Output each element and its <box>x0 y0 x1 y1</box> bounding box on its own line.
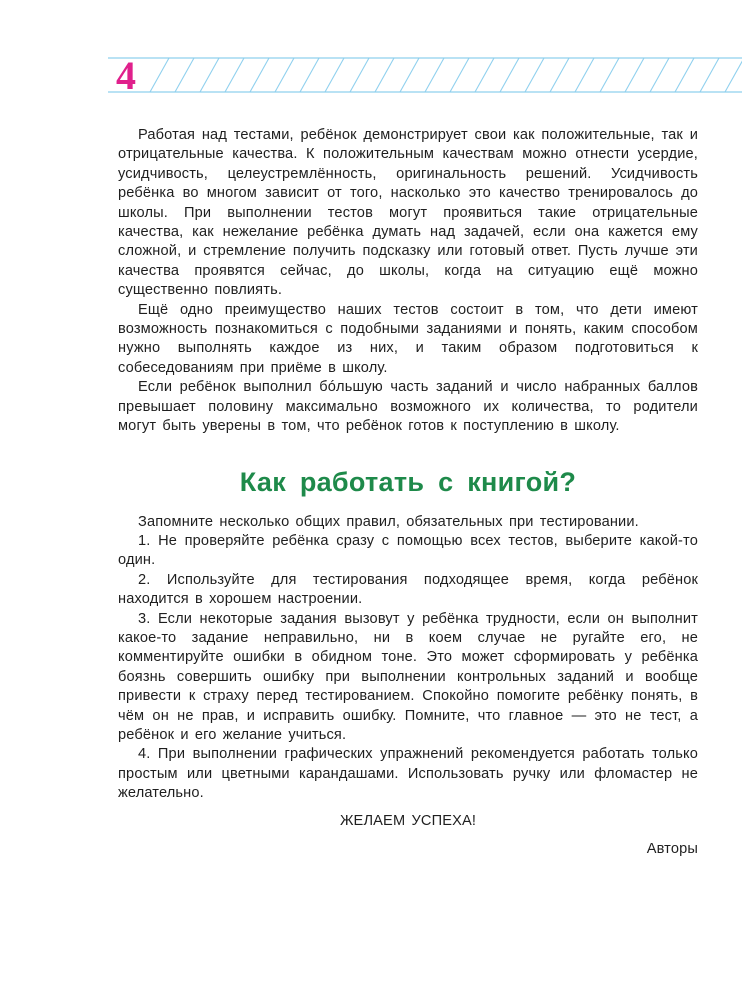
page-number: 4 <box>116 53 136 98</box>
ruling-slant-line <box>250 58 269 92</box>
ruling-slant-line <box>300 58 319 92</box>
page-header <box>0 0 742 120</box>
ruling-slant-line <box>700 58 719 92</box>
ruling-slant-line <box>325 58 344 92</box>
rule-4: 4. При выполнении графических упражнений рекомендуется работать только простым или цветными карандашами. Использовать ручку или фломастер не желательно. <box>118 746 698 802</box>
rule-2: 2. Используйте для тестирования подходящее время, когда ребёнок находится в хорошем настроении. <box>118 571 698 608</box>
header-ruling <box>0 0 742 120</box>
ruling-slant-line <box>575 58 594 92</box>
rule-1: 1. Не проверяйте ребёнка сразу с помощью всех тестов, выберите какой-то один. <box>118 532 698 569</box>
ruling-slant-line <box>175 58 194 92</box>
ruling-slant-line <box>550 58 569 92</box>
ruling-slant-line <box>375 58 394 92</box>
rules-intro: Запомните несколько общих правил, обязательных при тестировании. <box>138 513 639 530</box>
authors-signature: Авторы <box>646 841 698 857</box>
page-content <box>118 126 698 859</box>
ruling-slant-line <box>450 58 469 92</box>
ruling-slant-line <box>400 58 419 92</box>
ruling-slant-line <box>600 58 619 92</box>
ruling-slant-line <box>725 58 742 92</box>
ruling-slant-line <box>650 58 669 92</box>
section-title: Как работать с книгой? <box>239 466 577 497</box>
intro-paragraph-2: Ещё одно преимущество наших тестов состоит в том, что дети имеют возможность познакомиться с подобными заданиями и понять, каким способом нужно выполнять каждое из них, и таким образом подготовиться к собеседованиям при приёме в школу. <box>118 301 698 376</box>
intro-paragraph-1: Работая над тестами, ребёнок демонстрирует свои как положительные, так и отрицательные качества. К положительным качествам можно отнести усердие, усидчивость, целеустремлённость, оригинальность решений. Усидчивость ребёнка во многом зависит от того, насколько это качество тренировалось до школы. При выполнении тестов могут проявиться такие отрицательные качества, как нежелание ребёнка думать над задачей, если она кажется ему сложной, и стремление получить подсказку или готовый ответ. Пусть лучше эти качества проявятся сейчас, до школы, когда на ситуацию ещё можно существенно повлиять. <box>118 127 698 299</box>
ruling-slant-line <box>350 58 369 92</box>
ruling-slant-line <box>200 58 219 92</box>
ruling-slant-line <box>625 58 644 92</box>
closing-wish: ЖЕЛАЕМ УСПЕХА! <box>339 812 477 829</box>
ruling-slant-line <box>675 58 694 92</box>
rule-3: 3. Если некоторые задания вызовут у ребёнка трудности, если он выполнит какое-то задание неправильно, ни в коем случае не ругайте его, не комментируйте ошибки в обидном тоне. Это может сформировать у ребёнка боязнь совершить ошибку при выполнении контрольных заданий и вообще привести к страху перед тестированием. Спокойно помогите ребёнку понять, в чём он не прав, и исправить ошибку. Помните, что главное — это не тест, а ребёнок и его желание учиться. <box>118 610 698 743</box>
ruling-slant-line <box>425 58 444 92</box>
ruling-slant-line <box>275 58 294 92</box>
ruling-slant-line <box>475 58 494 92</box>
ruling-slant-line <box>225 58 244 92</box>
ruling-slant-line <box>500 58 519 92</box>
ruling-slant-line <box>525 58 544 92</box>
intro-paragraph-3: Если ребёнок выполнил бóльшую часть заданий и число набранных баллов превышает половину максимально возможного их количества, то родители могут быть уверены в том, что ребёнок готов к поступлению в школу. <box>118 379 698 435</box>
ruling-slant-line <box>150 58 169 92</box>
